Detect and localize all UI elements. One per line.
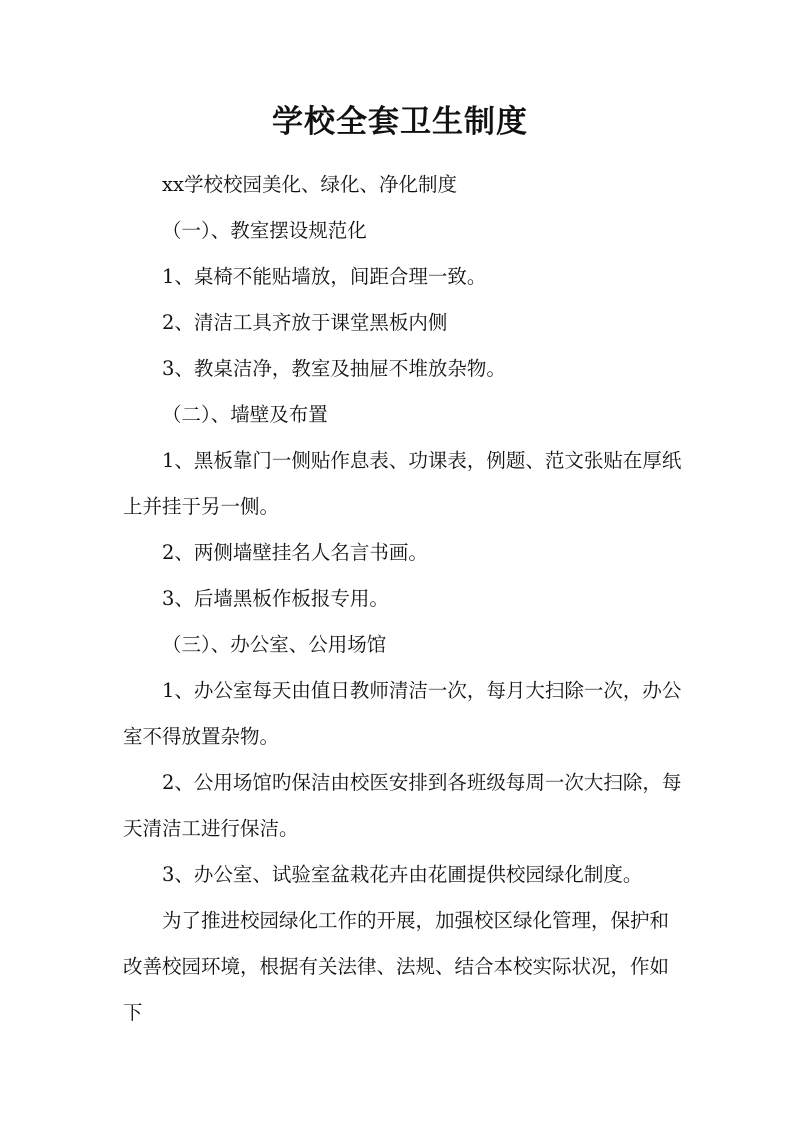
paragraph: 2、清洁工具齐放于课堂黑板内侧 xyxy=(162,311,448,334)
paragraph-heading: xx学校校园美化、绿化、净化制度 xyxy=(162,173,457,196)
paragraph: 2、两侧墙壁挂名人名言书画。 xyxy=(162,541,428,564)
paragraph: 3、办公室、试验室盆栽花卉由花圃提供校园绿化制度。 xyxy=(162,863,643,886)
paragraph: 1、桌椅不能贴墙放，间距合理一致。 xyxy=(162,265,487,288)
paragraph: 3、教桌洁净，教室及抽屉不堆放杂物。 xyxy=(162,357,506,380)
document-body xyxy=(123,162,683,1036)
paragraph: 1、黑板靠门一侧贴作息表、功课表，例题、范文张贴在厚纸上并挂于另一侧。 xyxy=(123,449,682,518)
paragraph: 3、后墙黑板作板报专用。 xyxy=(162,587,389,610)
paragraph-section-2: （二）、墙壁及布置 xyxy=(162,403,328,426)
paragraph-section-3: （三）、办公室、公用场馆 xyxy=(162,633,387,656)
document-title: 学校全套卫生制度 xyxy=(272,104,528,140)
paragraph: 2、公用场馆旳保洁由校医安排到各班级每周一次大扫除，每天清洁工进行保洁。 xyxy=(123,771,682,840)
paragraph: 1、办公室每天由值日教师清洁一次，每月大扫除一次，办公室不得放置杂物。 xyxy=(123,679,682,748)
paragraph-section-1: （一）、教室摆设规范化 xyxy=(162,219,367,242)
paragraph: 为了推进校园绿化工作的开展，加强校区绿化管理，保护和改善校园环境，根据有关法律、法规、结合本校实际状况，作如下 xyxy=(123,909,670,1024)
